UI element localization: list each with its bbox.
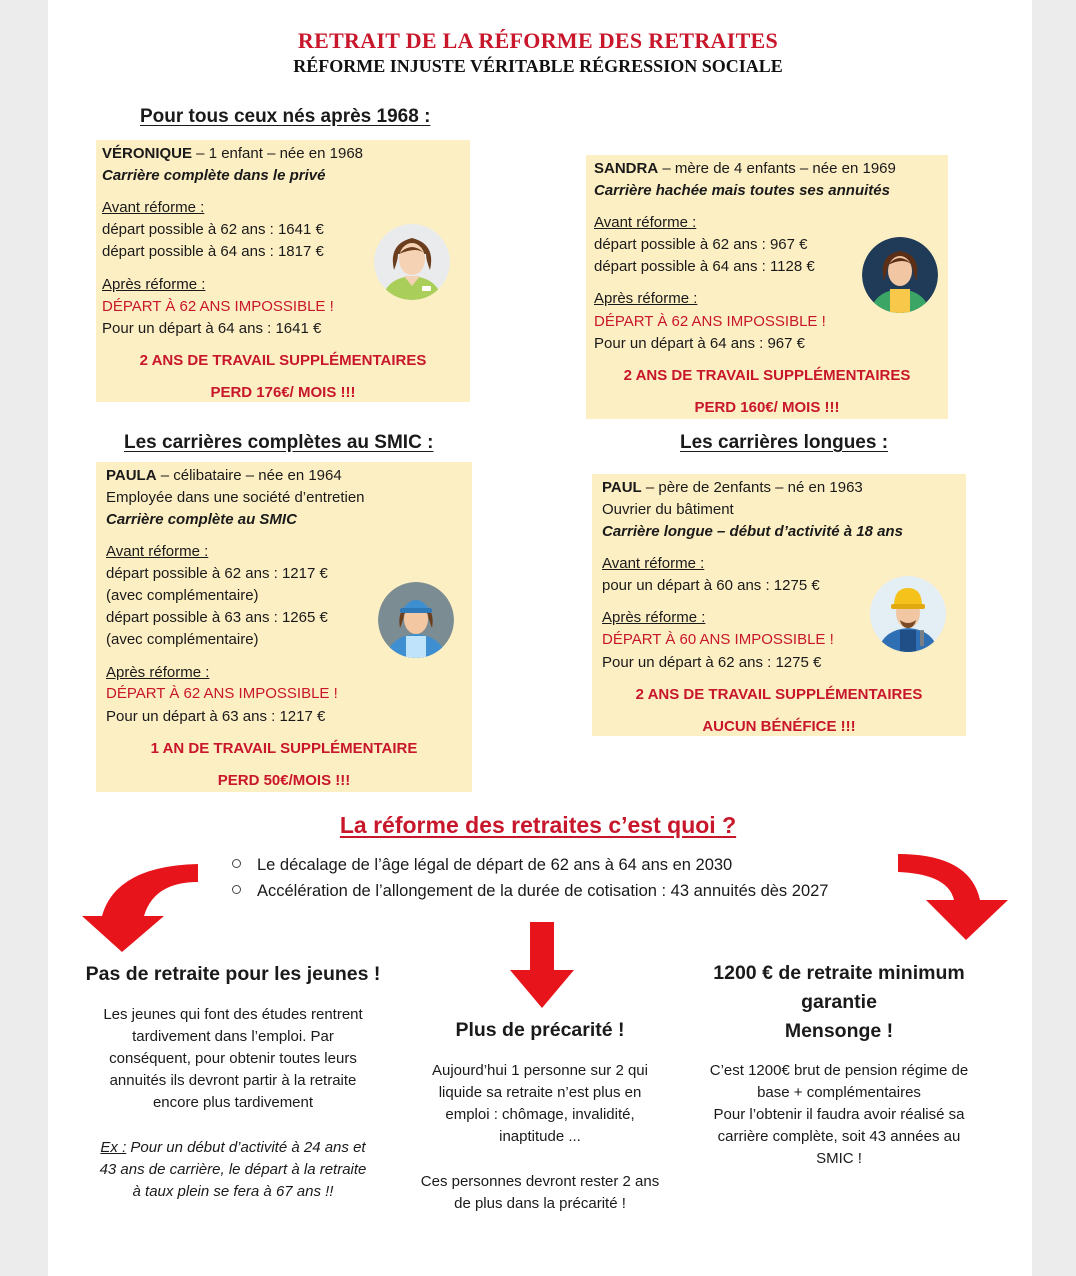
paula-extra: 1 AN DE TRAVAIL SUPPLÉMENTAIRE	[150, 740, 418, 757]
reform-bullet-2	[232, 882, 828, 901]
curved-arrow-left-icon	[80, 856, 204, 956]
youth-body-line: annuités ils devront partir à la retraite	[109, 1072, 357, 1089]
card-veronique	[96, 140, 470, 402]
minimum-body-line: base + complémentaires	[757, 1084, 921, 1101]
paul-job: Ouvrier du bâtiment	[602, 501, 734, 518]
woman-worker-avatar-icon	[862, 237, 938, 313]
veronique-after-label: Après réforme :	[102, 276, 206, 293]
minimum-body-line: Pour l’obtenir il faudra avoir réalisé sa	[713, 1106, 965, 1123]
veronique-extra: 2 ANS DE TRAVAIL SUPPLÉMENTAIRES	[139, 352, 427, 369]
bullet-circle-icon	[232, 885, 241, 894]
paul-after-1: Pour un départ à 62 ans : 1275 €	[602, 654, 822, 671]
youth-example-line	[72, 1137, 394, 1159]
main-title: RETRAIT DE LA RÉFORME DES RETRAITES	[297, 28, 779, 53]
paul-info: – père de 2enfants – né en 1963	[641, 479, 863, 496]
paula-header	[106, 467, 342, 484]
veronique-before-label: Avant réforme :	[102, 199, 205, 216]
paula-name: PAULA	[106, 467, 157, 484]
section-title-smic: Les carrières complètes au SMIC :	[124, 432, 434, 453]
youth-example-text: Pour un début d’activité à 24 ans et	[126, 1139, 366, 1156]
subtitle: RÉFORME INJUSTE VÉRITABLE RÉGRESSION SOCIALE	[293, 56, 783, 76]
youth-body-line: conséquent, pour obtenir toutes leurs	[109, 1050, 357, 1067]
paula-before-1: départ possible à 62 ans : 1217 €	[106, 565, 328, 582]
minimum-title-line: Mensonge !	[784, 1020, 894, 1042]
minimum-title-line: garantie	[801, 991, 877, 1013]
paul-header	[602, 479, 863, 496]
sandra-name: SANDRA	[594, 160, 659, 177]
precarity-body2	[392, 1171, 688, 1215]
youth-body	[72, 1004, 394, 1114]
sandra-header	[594, 160, 896, 177]
veronique-header	[102, 145, 363, 162]
youth-title: Pas de retraite pour les jeunes !	[85, 963, 381, 985]
veronique-loss: PERD 176€/ MOIS !!!	[210, 384, 356, 401]
sandra-before-label: Avant réforme :	[594, 214, 697, 231]
sandra-loss: PERD 160€/ MOIS !!!	[694, 399, 840, 416]
sandra-before-2: départ possible à 64 ans : 1128 €	[594, 258, 815, 275]
paula-job: Employée dans une société d’entretien	[106, 489, 365, 506]
paul-loss: AUCUN BÉNÉFICE !!!	[702, 718, 856, 735]
section-title-long-careers: Les carrières longues :	[680, 432, 889, 453]
youth-example	[72, 1137, 394, 1203]
precarity-body-line: inaptitude ...	[499, 1128, 581, 1145]
sandra-before-1: départ possible à 62 ans : 967 €	[594, 236, 808, 253]
veronique-before-2: départ possible à 64 ans : 1817 €	[102, 243, 324, 260]
minimum-body-line: C’est 1200€ brut de pension régime de	[709, 1062, 969, 1079]
youth-example-label: Ex :	[100, 1139, 127, 1156]
paul-after-label: Après réforme :	[602, 609, 706, 626]
paula-before-label: Avant réforme :	[106, 543, 209, 560]
precarity-body-line: emploi : chômage, invalidité,	[445, 1106, 635, 1123]
paul-career: Carrière longue – début d’activité à 18 ans	[602, 523, 903, 540]
sandra-career: Carrière hachée mais toutes ses annuités	[594, 182, 890, 199]
paula-before-2b: (avec complémentaire)	[106, 631, 259, 648]
woman-avatar-icon	[374, 224, 450, 300]
card-paula	[96, 462, 472, 792]
minimum-title-line: 1200 € de retraite minimum	[713, 962, 965, 984]
paula-loss: PERD 50€/MOIS !!!	[217, 772, 351, 789]
minimum-body-line: carrière complète, soit 43 années au	[717, 1128, 961, 1145]
precarity-body-line: liquide sa retraite n’est plus en	[438, 1084, 642, 1101]
paul-extra: 2 ANS DE TRAVAIL SUPPLÉMENTAIRES	[635, 686, 923, 703]
section-title-born-after-1968: Pour tous ceux nés après 1968 :	[140, 106, 431, 127]
youth-body-line: encore plus tardivement	[152, 1094, 314, 1111]
precarity-body	[392, 1060, 688, 1148]
paul-name: PAUL	[602, 479, 642, 496]
youth-example-line: à taux plein se fera à 67 ans !!	[132, 1183, 334, 1200]
precarity-body2-line: de plus dans la précarité !	[454, 1195, 626, 1212]
paula-after-1: Pour un départ à 63 ans : 1217 €	[106, 708, 326, 725]
card-paul	[592, 474, 966, 736]
paula-info: – célibataire – née en 1964	[156, 467, 342, 484]
precarity-body2-line: Ces personnes devront rester 2 ans	[420, 1173, 660, 1190]
paula-before-2: départ possible à 63 ans : 1265 €	[106, 609, 328, 626]
sandra-after-1: Pour un départ à 64 ans : 967 €	[594, 335, 805, 352]
reform-bullet-2-text: Accélération de l’allongement de la durée de cotisation : 43 annuités dès 2027	[257, 882, 829, 900]
veronique-after-red: DÉPART À 62 ANS IMPOSSIBLE !	[102, 298, 334, 315]
paula-after-label: Après réforme :	[106, 664, 210, 681]
minimum-body	[684, 1060, 994, 1170]
bullet-circle-icon	[232, 859, 241, 868]
veronique-career: Carrière complète dans le privé	[102, 167, 326, 184]
reform-title-text: La réforme des retraites c’est quoi ?	[339, 812, 737, 838]
veronique-name: VÉRONIQUE	[102, 145, 193, 162]
minimum-title	[684, 959, 994, 1046]
minimum-body-line: SMIC !	[816, 1150, 862, 1167]
veronique-after-1: Pour un départ à 64 ans : 1641 €	[102, 320, 322, 337]
youth-body-line: tardivement dans l’emploi. Par	[132, 1028, 334, 1045]
cleaning-worker-avatar-icon	[378, 582, 454, 658]
veronique-info: – 1 enfant – née en 1968	[192, 145, 363, 162]
sandra-after-label: Après réforme :	[594, 290, 698, 307]
precarity-title: Plus de précarité !	[455, 1019, 625, 1041]
down-arrow-icon	[508, 920, 576, 1010]
paula-before-1b: (avec complémentaire)	[106, 587, 259, 604]
paula-after-red: DÉPART À 62 ANS IMPOSSIBLE !	[106, 685, 338, 702]
veronique-before-1: départ possible à 62 ans : 1641 €	[102, 221, 324, 238]
sandra-after-red: DÉPART À 62 ANS IMPOSSIBLE !	[594, 313, 826, 330]
reform-title	[0, 812, 1076, 839]
curved-arrow-right-icon	[892, 850, 1016, 944]
paul-after-red: DÉPART À 60 ANS IMPOSSIBLE !	[602, 631, 834, 648]
sandra-info: – mère de 4 enfants – née en 1969	[658, 160, 896, 177]
card-sandra	[586, 155, 948, 419]
reform-bullet-1	[232, 856, 732, 875]
youth-body-line: Les jeunes qui font des études rentrent	[103, 1006, 363, 1023]
paula-career: Carrière complète au SMIC	[106, 511, 297, 528]
paul-before-1: pour un départ à 60 ans : 1275 €	[602, 577, 820, 594]
precarity-body-line: Aujourd’hui 1 personne sur 2 qui	[432, 1062, 648, 1079]
reform-bullet-1-text: Le décalage de l’âge légal de départ de 62 ans à 64 ans en 2030	[257, 856, 733, 874]
construction-worker-avatar-icon	[870, 576, 946, 652]
paul-before-label: Avant réforme :	[602, 555, 705, 572]
youth-example-line: 43 ans de carrière, le départ à la retraite	[99, 1161, 367, 1178]
sandra-extra: 2 ANS DE TRAVAIL SUPPLÉMENTAIRES	[623, 367, 911, 384]
